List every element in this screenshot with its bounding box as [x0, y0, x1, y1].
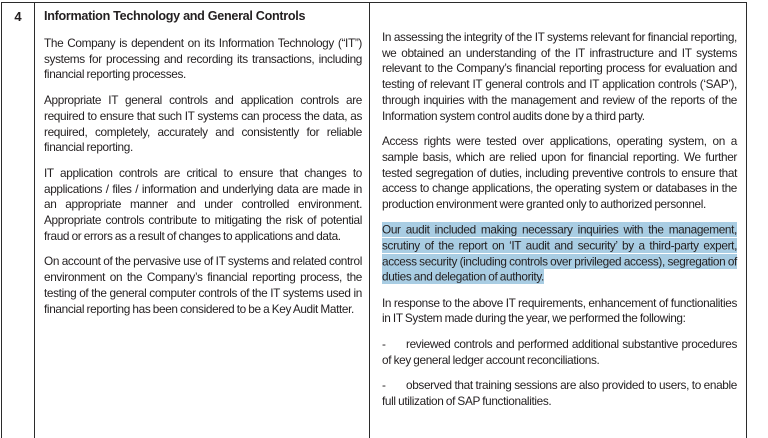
matter-paragraph: On account of the pervasive use of IT systems and related control environment on the Company’s financial reporting process, the testing of the general computer controls of the IT systems used in financial reporting has been considered to be a Key Audit Matter.	[44, 254, 362, 316]
matter-paragraph: IT application controls are critical to ensure that changes to applications / files / information and underlying data are made in an appropriate manner and under controlled environment. Appropriate controls contribute to mitigating the risk of potential fraud or errors as a result of changes to applications and data.	[44, 165, 362, 243]
highlighted-response-paragraph	[382, 223, 737, 286]
bullet-text: reviewed controls and performed additional substantive procedures of key general ledger account reconciliations.	[382, 336, 737, 367]
response-paragraph: In assessing the integrity of the IT systems relevant for financial reporting, we obtained an understanding of the IT infrastructure and IT systems relevant to the Company’s financial reporting process for evaluation and testing of relevant IT general controls and IT application controls (‘SAP’), through inquiries with the management and review of the reports of the Information system control audits done by a third party.	[382, 30, 737, 123]
bullet-text: observed that training sessions are also provided to users, to enable full utilization of SAP functionalities.	[382, 378, 737, 409]
bullet-dash-marker: -	[382, 378, 386, 393]
row-number-cell	[2, 3, 35, 438]
text-highlight: Our audit included making necessary inquiries with the management, scrutiny of the report on ‘IT audit and security’ by a third-party expert, access security (including controls over privileged access), segregation of duties and delegation of authority.	[382, 222, 737, 284]
response-paragraph: In response to the above IT requirements, enhancement of functionalities in IT System made during the year, we performed the following:	[382, 295, 737, 326]
response-bullet	[382, 378, 737, 409]
key-audit-matter-table	[1, 2, 747, 438]
matter-title: Information Technology and General Controls	[44, 9, 306, 23]
response-bullet	[382, 337, 737, 368]
bullet-dash-marker: -	[382, 336, 386, 351]
auditor-response-column	[370, 3, 746, 438]
response-paragraph: Access rights were tested over applications, operating system, on a sample basis, which are relied upon for financial reporting. We further tested segregation of duties, including preventive controls to ensure that access to change applications, the operating system or databases in the production environment were granted only to authorized personnel.	[382, 134, 737, 212]
matter-paragraph: Appropriate IT general controls and application controls are required to ensure that such IT systems can process the data, as required, completely, accurately and consistently for reliable financial reporting.	[44, 93, 362, 155]
matter-paragraph: The Company is dependent on its Information Technology (“IT”) systems for processing and recording its transactions, including financial reporting processes.	[44, 36, 362, 82]
key-audit-matter-column	[35, 3, 370, 438]
row-number: 4	[14, 9, 22, 24]
